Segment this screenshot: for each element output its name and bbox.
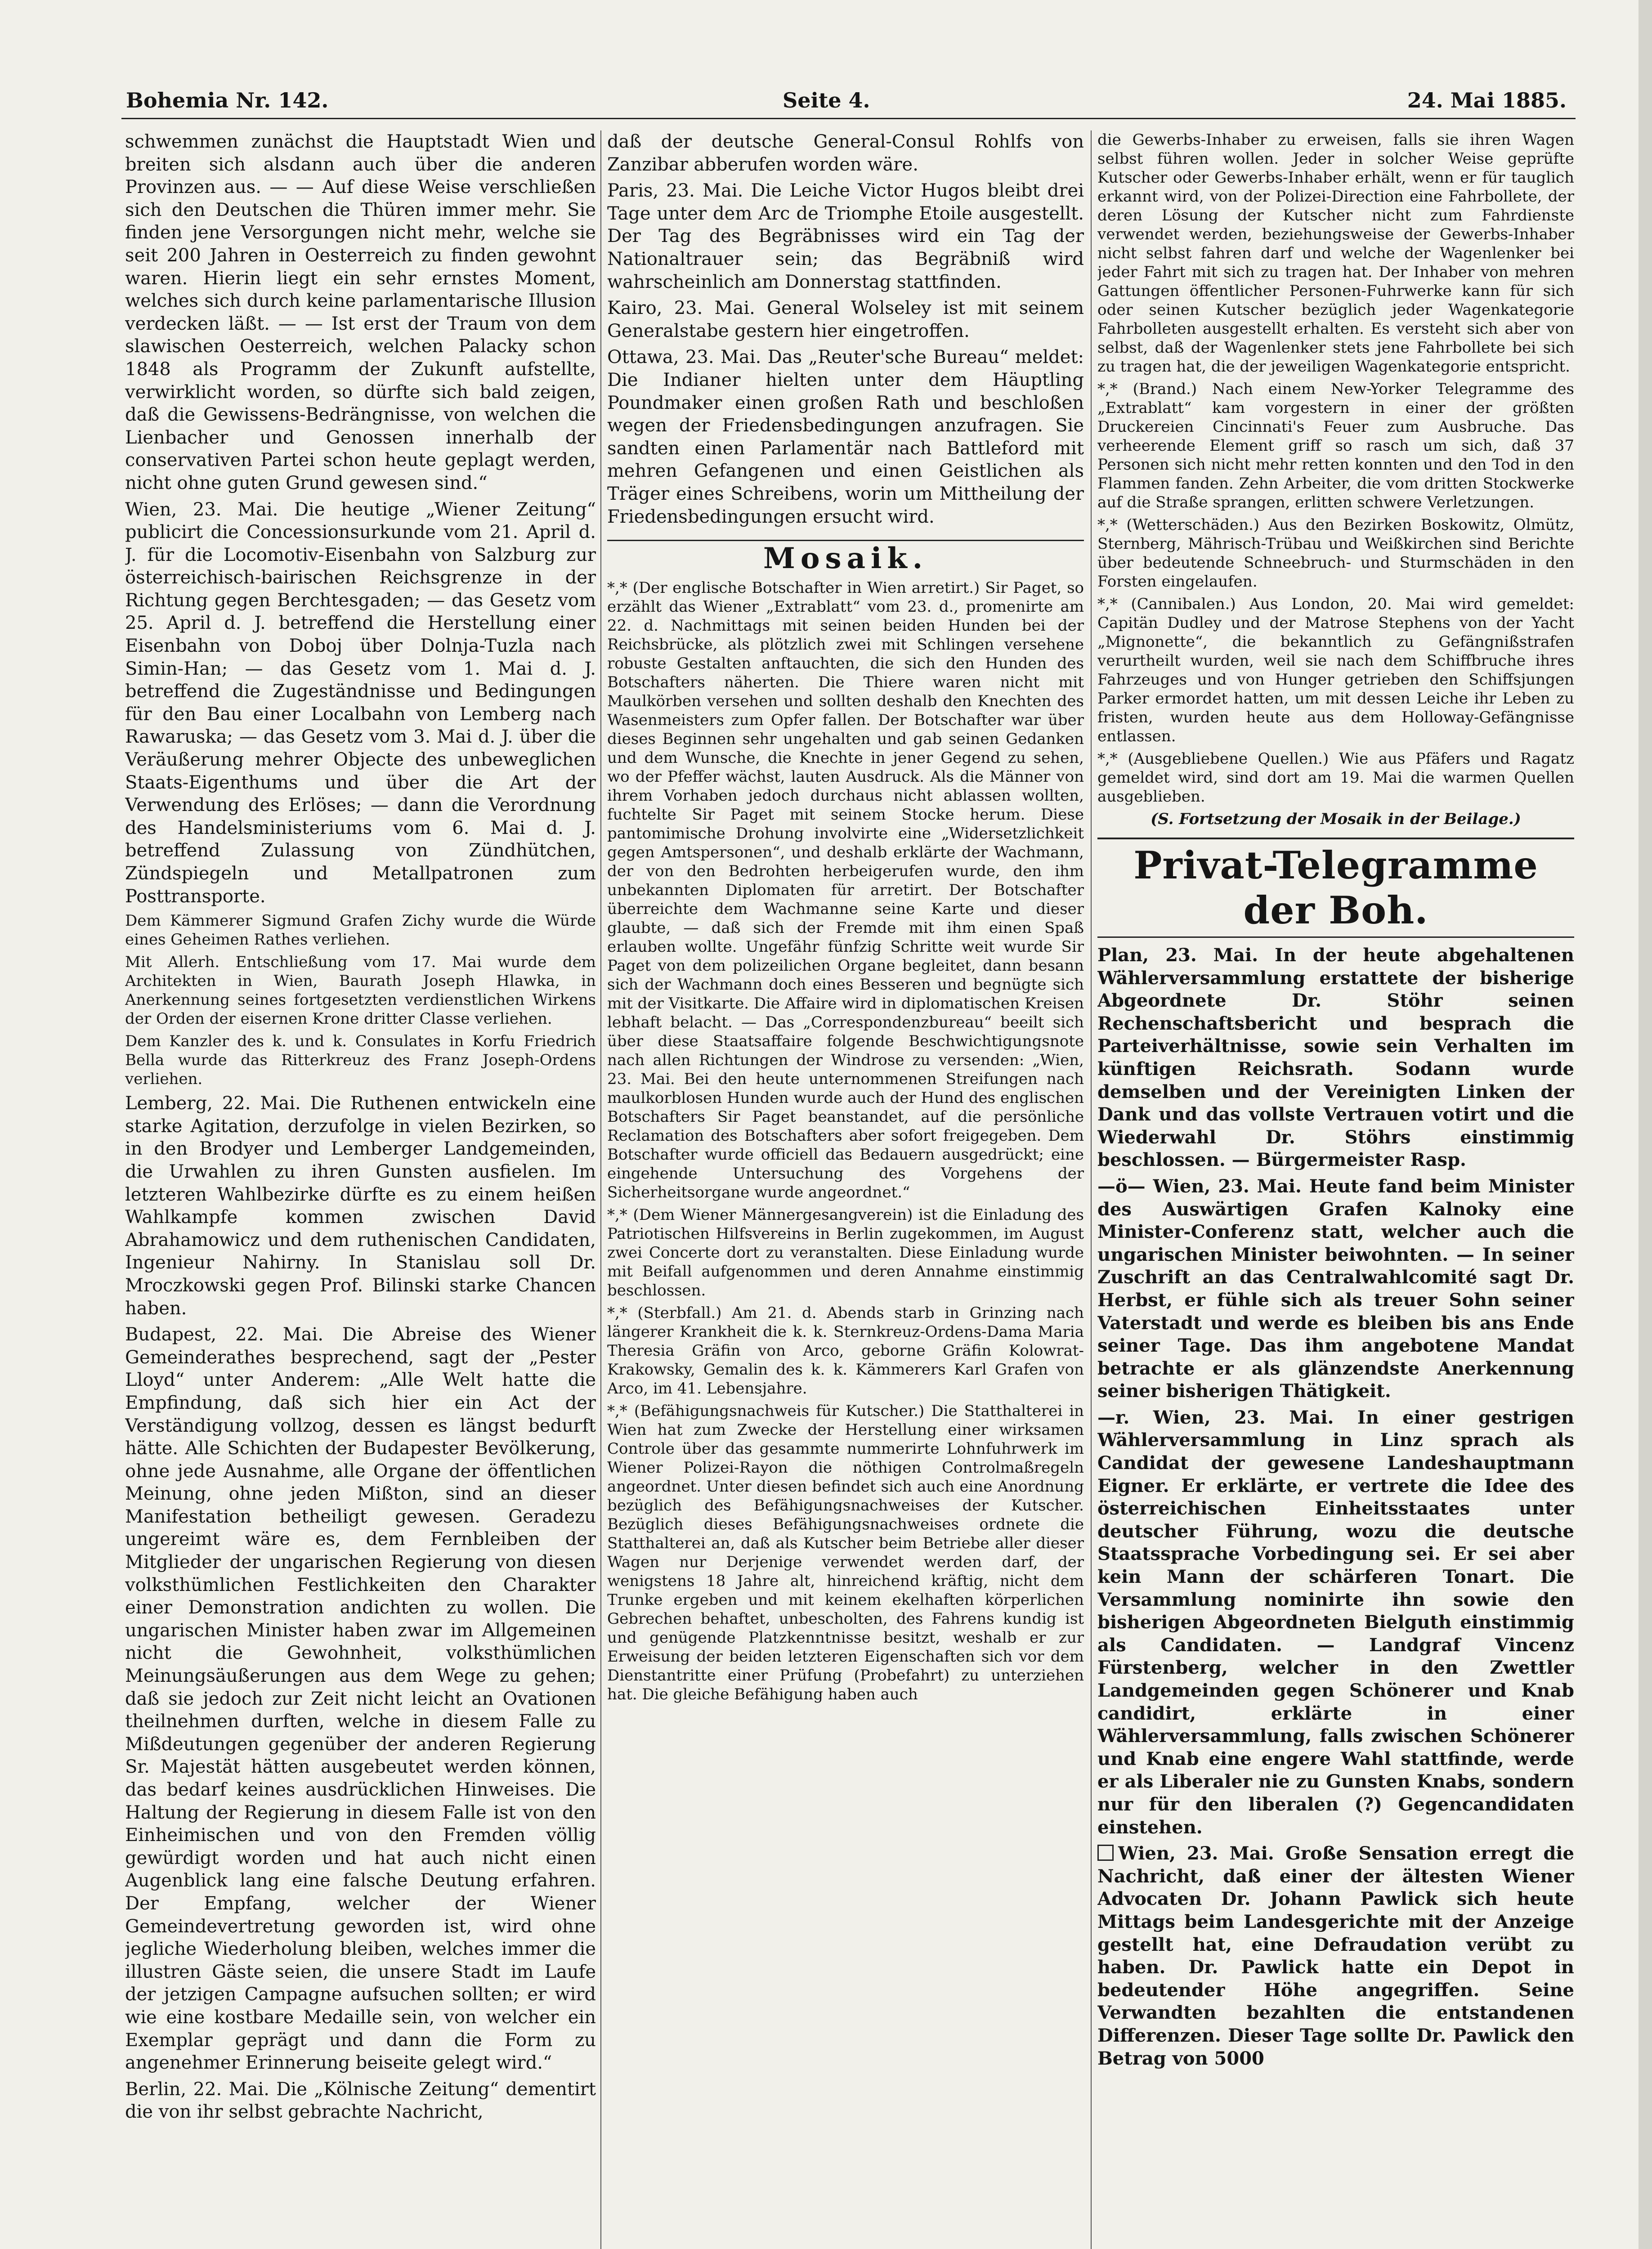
article-paragraph: Kairo, 23. Mai. General Wolseley ist mit seinem Generalstabe gestern hier eingetroffen. xyxy=(607,298,1084,341)
mosaik-item: *,* (Dem Wiener Männergesangverein) ist die Einladung des Patriotischen Hilfsvereins in Berlin zugekommen, im August zwei Concerte dort zu veranstalten. Diese Einladung wurde mit Beifall aufgenommen und deren Annahme einstimmig beschlossen. xyxy=(607,1205,1084,1299)
mosaik-item: *,* (Brand.) Nach einem New-Yorker Telegramme des „Extrablatt“ kam vorgestern in einer der größten Druckereien Cincinnati's Feuer zum Ausbruche. Das verheerende Element griff so rasch um sich, daß 37 Personen sich nicht mehr retten konnten und den Tod in den Flammen fanden. Zehn Arbeiter, die vom dritten Stockwerke auf die Straße sprangen, erlitten schwere Verletzungen. xyxy=(1097,380,1574,511)
article-paragraph: Wien, 23. Mai. Die heutige „Wiener Zeitung“ publicirt die Concessionsurkunde vom 21. April d. J. für die Locomotiv-Eisenbahn von Salzburg zur österreichisch-bairischen Reichsgrenze in der Richtung gegen Berchtesgaden; — das Gesetz vom 25. April d. J. betreffend die Herstellung einer Eisenbahn von Doboj über Dolnja-Tuzla nach Simin-Han; — das Gesetz vom 1. Mai d. J. betreffend die Zugeständnisse und Bedingungen für den Bau einer Localbahn von Lemberg nach Rawaruska; — das Gesetz vom 3. Mai d. J. über die Veräußerung mehrer Objecte des unbeweglichen Staats-Eigenthums und über die Art der Verwendung des Erlöses; — dann die Verordnung des Handelsministeriums vom 6. Mai d. J. betreffend Zulassung von Zündhütchen, Zündspiegeln und Metallpatronen zum Posttransporte. xyxy=(125,499,596,907)
column-3 xyxy=(1097,130,1574,2249)
mosaik-item: *,* (Wetterschäden.) Aus den Bezirken Boskowitz, Olmütz, Sternberg, Mährisch-Trübau und Weißkirchen sind Berichte über bedeutende Schneebruch- und Sturmschäden in den Forsten eingelaufen. xyxy=(1097,516,1574,591)
article-paragraph: Berlin, 22. Mai. Die „Kölnische Zeitung“ dementirt die von ihr selbst gebrachte Nachricht, xyxy=(125,2079,596,2123)
mosaik-item: *,* (Der englische Botschafter in Wien arretirt.) Sir Paget, so erzählt das Wiener „Extrablatt“ vom 23. d., promenirte am 22. d. Nachmittags mit seinen beiden Hunden bei der Reichsbrücke, als plötzlich zwei mit Schlingen versehene robuste Gestalten anftauchten, die sich den Hunden des Botschafters näherten. Die Thiere waren nicht mit Maulkörben versehen und sollten deshalb den Knechten des Wasenmeisters zum Opfer fallen. Der Botschafter war über dieses Beginnen sehr ungehalten und gab seinen Gedanken und dem Wunsche, die Knechte in jener Gegend zu sehen, wo der Pfeffer wächst, lauten Ausdruck. Als die Männer von ihrem Vorhaben jedoch durchaus nicht ablassen wollten, fuchtelte Sir Paget mit seinem Stocke herum. Diese pantomimische Drohung involvirte eine „Widersetzlichkeit gegen Amtspersonen“, und deshalb erklärte der Wachmann, der von den Bedrohten herbeigerufen wurde, den ihm unbekannten Diplomaten für arretirt. Der Botschafter überreichte dem Wachmanne seine Karte und dieser glaubte, — daß sich der Fremde mit ihm einen Spaß erlauben wollte. Ungefähr fünfzig Schritte weit wurde Sir Paget von dem polizeilichen Organe begleitet, dann besann sich der Wachmann doch eines Besseren und begnügte sich mit der Visitkarte. Die Affaire wird in diplomatischen Kreisen lebhaft belacht. — Das „Correspondenzbureau“ beeilt sich über diese Staatsaffaire folgende Beschwichtigungsnote nach allen Richtungen der Windrose zu versenden: „Wien, 23. Mai. Bei den heute unternommenen Streifungen nach maulkorblosen Hunden wurde auch der Hund des englischen Botschafters Sir Paget beanstandet, auf die persönliche Reclamation des Botschafters aber sofort freigegeben. Dem Botschafter wurde officiell das Bedauern ausgedrückt; eine eingehende Untersuchung des Vorgehens der Sicherheitsorgane wurde angeordnet.“ xyxy=(607,578,1084,1201)
header-masthead: Bohemia Nr. 142. xyxy=(126,88,329,112)
mosaik-item: *,* (Ausgebliebene Quellen.) Wie aus Pfäfers und Ragatz gemeldet wird, sind dort am 19. Mai die warmen Quellen ausgeblieben. xyxy=(1097,750,1574,806)
telegram-text: Wien, 23. Mai. Große Sensation erregt die Nachricht, daß einer der ältesten Wiener Advocaten Dr. Johann Pawlick sich heute Mittags beim Landesgerichte mit der Anzeige gestellt hat, eine Defraudation verübt zu haben. Dr. Pawlick hatte ein Depot in bedeutender Höhe angegriffen. Seine Verwandten bezahlten die entstandenen Differenzen. Dieser Tage sollte Dr. Pawlick den Betrag von 5000 xyxy=(1097,1843,1574,2069)
mosaik-item: *,* (Cannibalen.) Aus London, 20. Mai wird gemeldet: Capitän Dudley und der Matrose Stephens von der Yacht „Mignonette“, die bekanntlich zu Gefängnißstrafen verurtheilt wurden, weil sie nach dem Schiffbruche ihres Fahrzeuges und von Hunger getrieben den Schiffsjungen Parker ermordet hatten, um mit dessen Leiche ihr Leben zu fristen, wurden heute aus dem Holloway-Gefängnisse entlassen. xyxy=(1097,595,1574,745)
header-page-number: Seite 4. xyxy=(783,88,870,112)
section-heading-telegrams: Privat-Telegramme der Boh. xyxy=(1097,838,1574,938)
article-paragraph: Ottawa, 23. Mai. Das „Reuter'sche Bureau“ meldet: Die Indianer hielten unter dem Häuptling Poundmaker einen großen Rath und beschloßen wegen der Friedensbedingungen anzufragen. Sie sandten einen Parlamentär nach Battleford mit mehren Gefangenen und einen Geistlichen als Träger eines Schreibens, worin um Mittheilung der Friedensbedingungen ersucht wird. xyxy=(607,347,1084,527)
section-heading-mosaik: Mosaik. xyxy=(607,540,1084,570)
telegram-paragraph: Plan, 23. Mai. In der heute abgehaltenen Wählerversammlung erstattete der bisherige Abgeordnete Dr. Stöhr seinen Rechenschaftsbericht und besprach die Parteiverhältnisse, sowie sein Verhalten im künftigen Reichsrath. Sodann wurde demselben und der Vereinigten Linken der Dank und das vollste Vertrauen votirt und die Wiederwahl Dr. Stöhrs einstimmig beschlossen. — Bürgermeister Rasp. xyxy=(1097,945,1574,1171)
article-paragraph: Lemberg, 22. Mai. Die Ruthenen entwickeln eine starke Agitation, derzufolge in vielen Bezirken, so in den Brodyer und Lemberger Landgemeinden, die Urwahlen zu ihren Gunsten ausfielen. Im letzteren Wahlbezirke dürfte es zu einem heißen Wahlkampfe kommen zwischen David Abrahamowicz und dem ruthenischen Candidaten, Ingenieur Nahirny. In Stanislau soll Dr. Mroczkowski gegen Prof. Bilinski starke Chancen haben. xyxy=(125,1093,596,1319)
continuation-note: (S. Fortsetzung der Mosaik in der Beilage.) xyxy=(1151,810,1521,828)
notice-paragraph: Mit Allerh. Entschließung vom 17. Mai wurde dem Architekten in Wien, Baurath Joseph Hlawka, in Anerkennung seines fortgesetzten verdienstlichen Wirkens der Orden der eisernen Krone dritter Classe verliehen. xyxy=(125,953,596,1028)
telegram-paragraph xyxy=(1097,1842,1574,2070)
notice-paragraph: Dem Kämmerer Sigmund Grafen Zichy wurde die Würde eines Geheimen Rathes verliehen. xyxy=(125,912,596,949)
telegram-paragraph: —r. Wien, 23. Mai. In einer gestrigen Wählerversammlung in Linz sprach als Candidat der gewesene Landeshauptmann Eigner. Er erklärte, er vertrete die Idee des österreichischen Einheitsstaates unter deutscher Führung, wozu die deutsche Staatssprache Vorbedingung sei. Er sei aber kein Mann der schärferen Tonart. Die Versammlung nominirte ihn sowie den bisherigen Abgeordneten Bielguth einstimmig als Candidaten. — Landgraf Vincenz Fürstenberg, welcher in den Zwettler Landgemeinden gegen Schönerer und Knab candidirt, erklärte in einer Wählerversammlung, falls zwischen Schönerer und Knab eine engere Wahl stattfinde, werde er als Liberaler nie zu Gunsten Knabs, sondern nur für den liberalen (?) Gegencandidaten einstehen. xyxy=(1097,1407,1574,1838)
column-1 xyxy=(125,130,596,2249)
square-marker-icon xyxy=(1097,1845,1114,1861)
header-rule xyxy=(121,118,1576,119)
telegram-paragraph: —ö— Wien, 23. Mai. Heute fand beim Minister des Auswärtigen Grafen Kalnoky eine Minister-Conferenz statt, welcher auch die ungarischen Minister beiwohnten. — In seiner Zuschrift an das Centralwahlcomité sagt Dr. Herbst, er fühle sich als treuer Sohn seiner Vaterstadt und werde es bleiben bis ans Ende seiner Tage. Das ihm angebotene Mandat betrachte er als glänzendste Anerkennung seiner bisherigen Thätigkeit. xyxy=(1097,1175,1574,1402)
article-paragraph: daß der deutsche General-Consul Rohlfs von Zanzibar abberufen worden wäre. xyxy=(607,131,1084,175)
mosaik-item: *,* (Sterbfall.) Am 21. d. Abends starb in Grinzing nach längerer Krankheit die k. k. Sternkreuz-Ordens-Dama Maria Theresia Gräfin von Arco, geborne Gräfin Kolowrat-Krakowsky, Gemalin des k. k. Kämmerers Karl Grafen von Arco, im 41. Lebensjahre. xyxy=(607,1304,1084,1398)
page-header xyxy=(126,88,1567,120)
article-paragraph: schwemmen zunächst die Hauptstadt Wien und breiten sich alsdann auch über die anderen Provinzen aus. — — Auf diese Weise verschließen sich den Deutschen die Thüren immer mehr. Sie finden jene Versorgungen nicht mehr, welche sie seit 200 Jahren in Oesterreich zu finden gewohnt waren. Hierin liegt ein sehr ernstes Moment, welches sich durch keine parlamentarische Illusion verdecken läßt. — — Ist erst der Traum von dem slawischen Oesterreich, welchen Palacky schon 1848 als Programm der Zukunft aufstellte, verwirklicht worden, so dürfte sich bald zeigen, daß die Gewissens-Bedrängnisse, von welchen die Lienbacher und Genossen innerhalb der conservativen Partei schon heute geplagt werden, nicht ohne guten Grund gewesen sind.“ xyxy=(125,131,596,493)
article-paragraph: Budapest, 22. Mai. Die Abreise des Wiener Gemeinderathes besprechend, sagt der „Pester Lloyd“ unter Anderem: „Alle Welt hatte die Empfindung, daß sich hier ein Act der Verständigung vollzog, dessen es längst bedurft hätte. Alle Schichten der Budapester Bevölkerung, ohne jede Ausnahme, alle Organe der öffentlichen Meinung, ohne jeden Mißton, sind an dieser Manifestation betheiligt gewesen. Geradezu ungereimt wäre es, dem Fernbleiben der Mitglieder der ungarischen Regierung von diesen volksthümlichen Festlichkeiten den Charakter einer Demonstration andichten zu wollen. Die ungarischen Minister haben zwar im Allgemeinen nicht die Gewohnheit, volksthümlichen Meinungsäußerungen aus dem Wege zu gehen; daß sie jedoch zur Zeit nicht leicht an Ovationen theilnehmen durften, welche in diesem Falle zu Mißdeutungen gegenüber der anderen Regierung Sr. Majestät hätten ausgebeutet werden können, das bedarf keines ausdrücklichen Hinweises. Die Haltung der Regierung in diesem Falle ist von den Einheimischen und von den Fremden völlig gewürdigt worden und hat auch nicht einen Augenblick lang eine falsche Deutung erfahren. Der Empfang, welcher der Wiener Gemeindevertretung geworden ist, wird ohne jegliche Wiederholung bleiben, welches immer die illustren Gäste seien, die unsere Stadt im Laufe der jetzigen Campagne aufsuchen sollten; er wird wie eine kostbare Medaille sein, von welcher ein Exemplar geprägt und dann die Form zu angenehmer Erinnerung beiseite gelegt wird.“ xyxy=(125,1324,596,2074)
header-date: 24. Mai 1885. xyxy=(1407,88,1567,112)
article-paragraph: Paris, 23. Mai. Die Leiche Victor Hugos bleibt drei Tage unter dem Arc de Triomphe Etoile ausgestellt. Der Tag des Begräbnisses wird ein Tag der Nationaltrauer sein; das Begräbniß wird wahrscheinlich am Donnerstag stattfinden. xyxy=(607,180,1084,292)
page-edge xyxy=(1639,0,1652,2249)
mosaik-item: die Gewerbs-Inhaber zu erweisen, falls sie ihren Wagen selbst führen wollen. Jeder in solcher Weise geprüfte Kutscher oder Gewerbs-Inhaber erhält, wenn er für tauglich erkannt wird, von der Polizei-Direction eine Fahrbollete, der deren Lösung der Kutscher nicht zum Fahrdienste verwendet werden, beziehungsweise der Gewerbs-Inhaber nicht selbst fahren darf und welche der Wagenlenker bei jeder Fahrt mit sich zu tragen hat. Der Inhaber von mehren Gattungen öffentlicher Personen-Fuhrwerke kann für sich oder seinen Kutscher bezüglich jeder Wagenkategorie Fahrbolleten ausgestellt erhalten. Es versteht sich aber von selbst, daß der Wagenlenker stets jene Fahrbollete bei sich zu tragen hat, die der jeweiligen Wagenkategorie entspricht. xyxy=(1097,131,1574,376)
notice-paragraph: Dem Kanzler des k. und k. Consulates in Korfu Friedrich Bella wurde das Ritterkreuz des Franz Joseph-Ordens verliehen. xyxy=(125,1032,596,1089)
mosaik-item: *,* (Befähigungsnachweis für Kutscher.) Die Statthalterei in Wien hat zum Zwecke der Herstellung einer wirksamen Controle über das gesammte nummerirte Lohnfuhrwerk im Wiener Polizei-Rayon die nöthigen Controlmaßregeln angeordnet. Unter diesen befindet sich auch eine Anordnung bezüglich des Befähigungsnachweises der Kutscher. Bezüglich dieses Befähigungsnachweises ordnete die Statthalterei an, daß als Kutscher beim Betriebe aller dieser Wagen nur Derjenige verwendet werden darf, der wenigstens 18 Jahre alt, hinreichend kräftig, nicht dem Trunke ergeben und mit keinem ekelhaften körperlichen Gebrechen behaftet, unbescholten, des Fahrens kundig ist und genügende Platzkenntnisse besitzt, weshalb er zur Erweisung der beiden letzteren Eigenschaften sich vor dem Dienstantritte einer Prüfung (Probefahrt) zu unterziehen hat. Die gleiche Befähigung haben auch xyxy=(607,1402,1084,1703)
column-divider xyxy=(1091,130,1092,2249)
column-divider xyxy=(600,130,601,2249)
column-2 xyxy=(607,130,1084,2249)
